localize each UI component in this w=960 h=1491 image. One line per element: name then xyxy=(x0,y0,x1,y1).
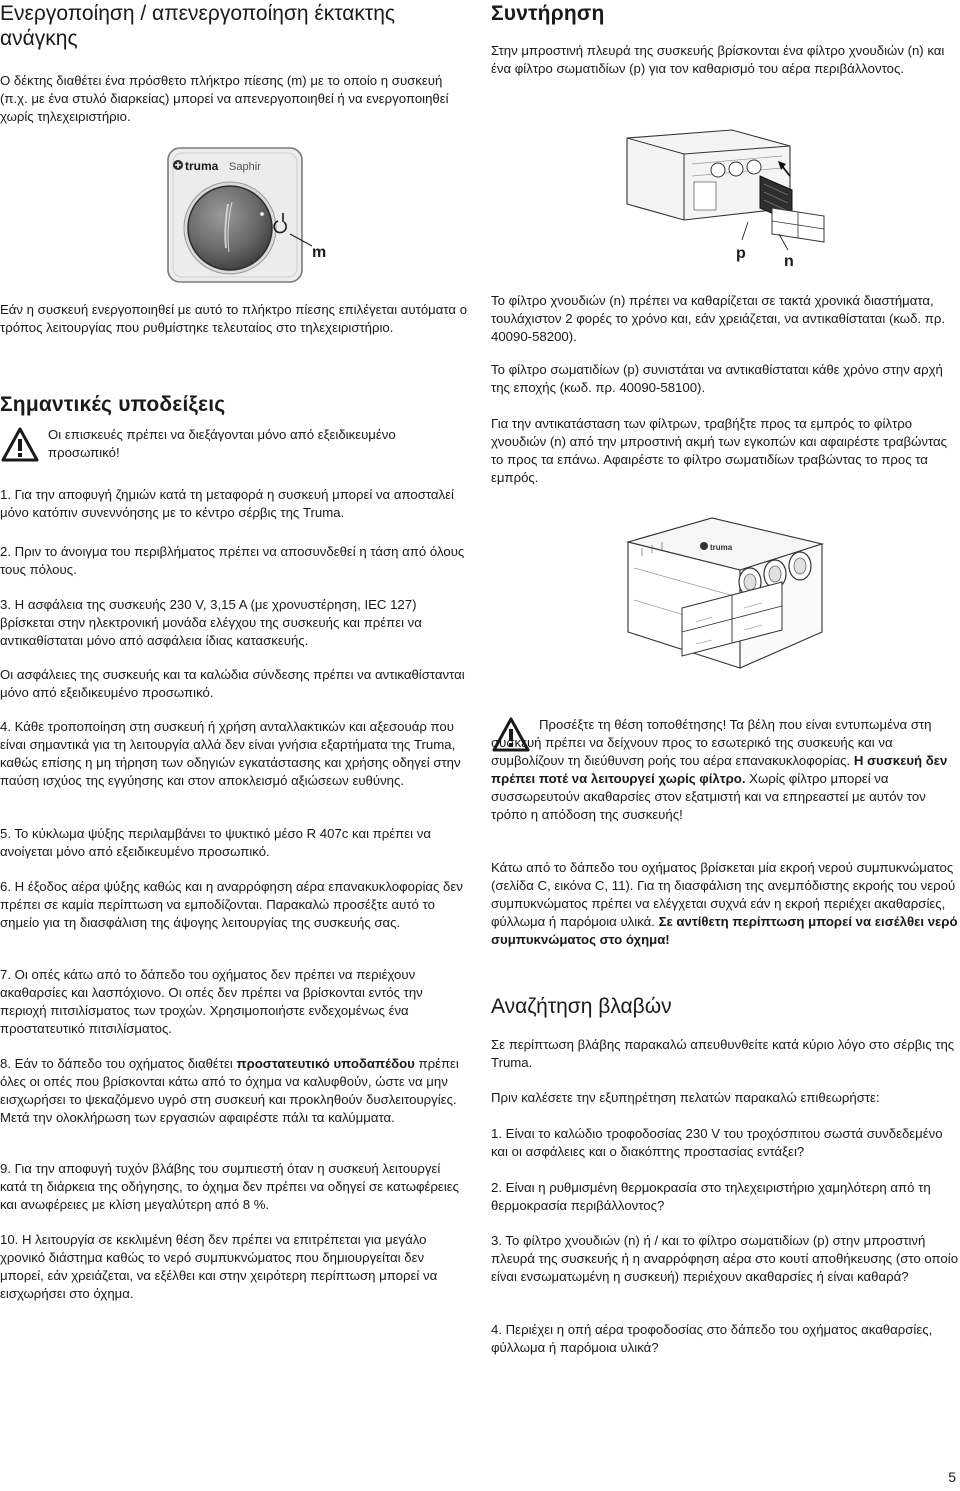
check-4: 4. Περιέχει η οπή αέρα τροφοδοσίας στο δάπεδο του οχήματος ακαθαρσίες, φύλλωμα ή παρόμοια υλικά? xyxy=(491,1322,933,1355)
note-5: 5. Το κύκλωμα ψύξης περιλαμβάνει το ψυκτικό μέσο R 407c και πρέπει να ανοίγεται μόνο από εξειδικευμένο προσωπικό. xyxy=(0,826,431,859)
check-3: 3. Το φίλτρο χνουδιών (n) ή / και το φίλτρο σωματιδίων (p) στην μπροστινή πλευρά της συσκευής ή η αναρρόφηση αέρα στο κουτί αποθήκευσης (στο οποίο είναι ενσωματωμένη η συσκευή) περιέχουν ακαθαρσίες ή είναι καθαρά? xyxy=(491,1233,959,1284)
check-1: 1. Είναι το καλώδιο τροφοδοσίας 230 V του τροχόσπιτου σωστά συνδεδεμένο και οι ασφάλειες και ο διακόπτης προστασίας εντάξει? xyxy=(491,1126,943,1159)
note-10: 10. Η λειτουργία σε κεκλιμένη θέση δεν πρέπει να επιτρέπεται για μεγάλο χρονικό διάστημα καθώς το νερό συμπυκνώματος που δημιουργείται δεν μπορεί, εάν χρειάζεται, να εξέλθει και στην χειρότερη περίπτωση μπορεί να εισχωρήσει στο όχημα. xyxy=(0,1232,438,1301)
condensate-text xyxy=(491,859,960,949)
filter-illustration xyxy=(622,124,830,270)
note-8-end: πρέπει όλες οι οπές που βρίσκονται κάτω από το όχημα να καλυφθούν, ώστε να μην εισχωρήσει το ψεκαζόμενο υγρό στη συσκευή και προκληθούν δυσλειτουργίες. Μετά την ολοκλήρωση των εργασιών αφαιρέστε πάλι τα καλύμματα. xyxy=(0,1056,459,1125)
filter-position-start: Προσέξτε τη θέση τοποθέτησης! Τα βέλη που είναι εντυπωμένα στη συσκευή πρέπει να δείχνουν προς το εσωτερικό της συσκευής και να συμβολίζουν τη διεύθυνση ροής του αέρα επανακυκλοφορίας. xyxy=(491,717,932,768)
important-notes-title: Σημαντικές υποδείξεις xyxy=(0,393,226,416)
note-8-start: 8. Εάν το δάπεδο του οχήματος διαθέτει xyxy=(0,1056,237,1071)
note-2: 2. Πριν το άνοιγμα του περιβλήματος πρέπει να αποσυνδεθεί η τάση από όλους τους πόλους. xyxy=(0,544,465,577)
troubleshooting-intro: Σε περίπτωση βλάβης παρακαλώ απευθυνθείτε κατά κύριο λόγο στο σέρβις της Truma. xyxy=(491,1037,955,1070)
filter-replacement-text: Για την αντικατάσταση των φίλτρων, τραβήξτε προς τα εμπρός το φίλτρο χνουδιών (n) από την μπροστινή ακμή των εγκοπών και αφαιρέστε τραβώντας το προς τα επάνω. Αφαιρέστε το φίλτρο σωματιδίων τραβώντας το προς τα εμπρός. xyxy=(491,416,947,485)
note-8-bold: προστατευτικό υποδαπέδου xyxy=(236,1056,415,1071)
unit-logo: truma xyxy=(710,543,733,552)
filter-position-warning xyxy=(491,716,960,836)
check-2: 2. Είναι η ρυθμισμένη θερμοκρασία στο τηλεχειριστήριο χαμηλότερη από τη θερμοκρασία περιβάλλοντος? xyxy=(491,1180,931,1213)
emergency-intro: Ο δέκτης διαθέτει ένα πρόσθετο πλήκτρο πίεσης (m) με το οποίο η συσκευή (π.χ. με ένα στυλό διαρκείας) μπορεί να απενεργοποιηθεί ή να ενεργοποιηθεί χωρίς τηλεχειριστήριο. xyxy=(0,73,449,124)
after-remote-text: Εάν η συσκευή ενεργοποιηθεί με αυτό το πλήκτρο πίεσης επιλέγεται αυτόματα ο τρόπος λειτουργίας που ρυθμίστηκε τελευταίος στο τηλεχειριστήριο. xyxy=(0,302,468,335)
label-p: p xyxy=(736,245,746,262)
note-1: 1. Για την αποφυγή ζημιών κατά τη μεταφορά η συσκευή μπορεί να αποσταλεί μόνο κατόπιν συνεννόησης με το κέντρο σέρβις της Truma. xyxy=(0,487,454,520)
unit-illustration xyxy=(622,512,830,688)
page-number: 5 xyxy=(948,1469,956,1485)
filter-position-end: Χωρίς φίλτρο μπορεί να συσσωρευτούν ακαθαρσίες στον εξατμιστή και να επηρεαστεί με αυτόν τον τρόπο η απόδοση της συσκευής! xyxy=(491,771,926,822)
label-n: n xyxy=(784,253,794,270)
warning-icon xyxy=(0,426,40,464)
troubleshooting-check: Πριν καλέσετε την εξυπηρέτηση πελατών παρακαλώ επιθεωρήστε: xyxy=(491,1090,880,1105)
warning-text: Οι επισκευές πρέπει να διεξάγονται μόνο από εξειδικευμένο προσωπικό! xyxy=(48,427,396,460)
note-9: 9. Για την αποφυγή τυχόν βλάβης του συμπιεστή όταν η συσκευή λειτουργεί κατά τη διάρκεια της οδήγησης, το όχημα δεν πρέπει να οδηγεί σε κατωφέρειες και ανωφέρειες με κλίση μεγαλύτερη από 8 %. xyxy=(0,1161,459,1212)
filter-position-text xyxy=(491,716,960,824)
particle-filter-text: Το φίλτρο σωματιδίων (p) συνιστάται να αντικαθίσταται κάθε χρόνο στην αρχή της εποχής (κωδ. πρ. 40090-58100). xyxy=(491,362,943,395)
note-6: 6. Η έξοδος αέρα ψύξης καθώς και η αναρρόφηση αέρα επανακυκλοφορίας δεν πρέπει σε καμία περίπτωση να εμποδίζονται. Παρακαλώ προσέξτε αυτό το σημείο για τη διασφάλιση της άψογης λειτουργίας της συσκευής σας. xyxy=(0,879,463,930)
note-3: 3. Η ασφάλεια της συσκευής 230 V, 3,15 A (με χρονυστέρηση, IEC 127) βρίσκεται στην ηλεκτρονική μονάδα ελέγχου της συσκευής και πρέπει να αντικαθίσταται μόνο από ασφάλεια ίδιας κατασκευής. xyxy=(0,597,422,648)
condensate-start: Κάτω από το δάπεδο του οχήματος βρίσκεται μία εκροή νερού συμπυκνώματος (σελίδα C, εικόνα C, 11). Για τη διασφάλιση της ανεμπόδιστης εκροής του νερού συμπυκνώματος πρέπει να ελέγχεται συχνά εάν η εκροή περιέχει ακαθαρσίες, φύλλωμα ή παρόμοια υλικά. xyxy=(491,860,956,929)
note-7: 7. Οι οπές κάτω από το δάπεδο του οχήματος δεν πρέπει να περιέχουν ακαθαρσίες και λασπόχιονο. Οι οπές δεν πρέπει να βρίσκονται εντός την περιοχή πιτσιλίσματος των τροχών. Χρησιμοποιήστε ενδεχομένως ένα προστατευτικό πιτσιλίσματος. xyxy=(0,967,423,1036)
maintenance-title: Συντήρηση xyxy=(491,2,605,25)
lint-filter-text: Το φίλτρο χνουδιών (n) πρέπει να καθαρίζεται σε τακτά χρονικά διαστήματα, τουλάχιστον 2 φορές το χρόνο και, εάν χρειάζεται, να αντικαθίσταται (κωδ. πρ. 40090-58200). xyxy=(491,293,946,344)
remote-brand-logo: truma xyxy=(185,159,219,173)
repair-warning xyxy=(0,426,468,468)
emergency-title: Ενεργοποίηση / απενεργοποίηση έκτακτης ανάγκης xyxy=(0,2,396,50)
maintenance-intro: Στην μπροστινή πλευρά της συσκευής βρίσκονται ένα φίλτρο χνουδιών (n) και ένα φίλτρο σωματιδίων (p) για τον καθαρισμό του αέρα περιβάλλοντος. xyxy=(491,43,945,76)
lint-filter xyxy=(772,208,824,242)
control-knob[interactable] xyxy=(188,186,272,270)
condensate-bold: Σε αντίθετη περίπτωση μπορεί να εισέλθει νερό συμπυκνώματος στο όχημα! xyxy=(491,914,958,947)
note-4: 4. Κάθε τροποποίηση στη συσκευή ή χρήση ανταλλακτικών και αξεσουάρ που είναι σημαντικά για τη λειτουργία αλλά δεν είναι γνήσια εξαρτήματα της Truma, καθώς επίσης η μη τήρηση των οδηγιών εγκατάστασης και χρήσης οδηγεί στην παύση ισχύος της εγγύησης και στον αποκλεισμό αξιώσεων ευθύνης. xyxy=(0,719,461,788)
remote-receiver-illustration xyxy=(166,146,336,296)
filter-position-bold: Η συσκευή δεν πρέπει ποτέ να λειτουργεί χωρίς φίλτρο. xyxy=(491,753,948,786)
note-3-fuses: Οι ασφάλειες της συσκευής και τα καλώδια σύνδεσης πρέπει να αντικαθίστανται μόνο από εξειδικευμένο προσωπικό. xyxy=(0,667,465,700)
remote-model-label: Saphir xyxy=(229,161,261,173)
troubleshooting-title: Αναζήτηση βλαβών xyxy=(491,995,672,1018)
note-8 xyxy=(0,1055,468,1127)
label-m: m xyxy=(312,244,327,261)
